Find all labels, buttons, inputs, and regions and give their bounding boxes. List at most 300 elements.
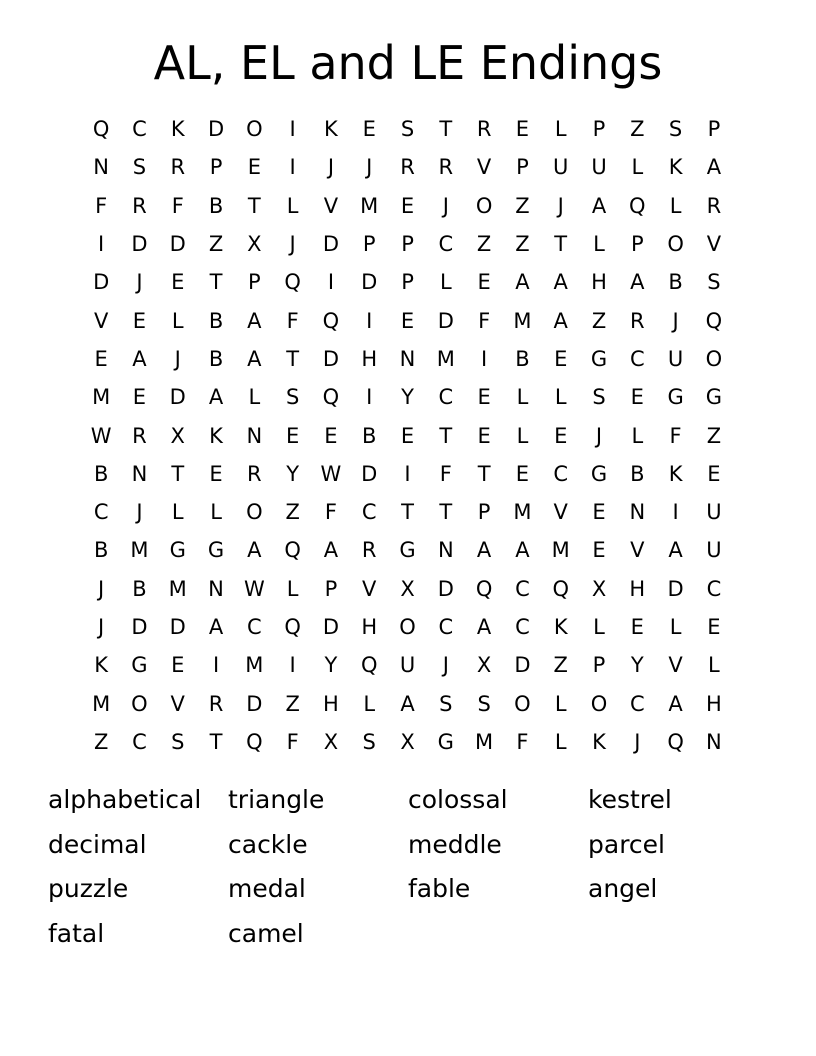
grid-letter: R	[706, 193, 722, 218]
grid-letter: C	[132, 117, 147, 142]
grid-letter: P	[630, 232, 644, 257]
grid-letter: W	[90, 423, 112, 448]
grid-letter: T	[209, 729, 223, 754]
grid-letter: E	[400, 308, 415, 333]
grid-letter: S	[439, 691, 453, 716]
grid-letter: E	[285, 423, 300, 448]
grid-letter: Q	[92, 117, 110, 142]
grid-letter: R	[170, 155, 186, 180]
grid-letter: O	[514, 691, 531, 716]
grid-letter: X	[400, 576, 415, 601]
grid-letter: L	[554, 729, 567, 754]
grid-letter: I	[672, 500, 679, 525]
grid-letter: G	[437, 729, 454, 754]
grid-letter: C	[361, 500, 377, 525]
grid-letter: N	[246, 423, 263, 448]
grid-row	[82, 416, 742, 454]
word-list-item: puzzle	[48, 874, 129, 903]
grid-letter: B	[93, 461, 109, 486]
grid-letter: T	[439, 117, 453, 142]
grid-letter: Z	[285, 691, 300, 716]
grid-letter: B	[208, 308, 224, 333]
grid-letter: Q	[552, 576, 569, 601]
grid-letter: E	[132, 308, 147, 333]
grid-letter: C	[438, 385, 454, 410]
grid-letter: B	[668, 270, 683, 295]
grid-letter: Q	[284, 270, 301, 295]
grid-letter: Q	[475, 576, 493, 601]
grid-letter: T	[439, 423, 453, 448]
grid-letter: D	[207, 117, 225, 142]
grid-letter: R	[208, 691, 224, 716]
grid-row	[82, 646, 742, 684]
grid-letter: D	[322, 232, 340, 257]
grid-letter: A	[208, 615, 224, 639]
grid-letter: T	[401, 500, 414, 525]
word-list-item: angel	[588, 874, 658, 903]
grid-letter: J	[174, 346, 181, 371]
grid-letter: F	[516, 729, 529, 754]
grid-letter: G	[590, 346, 608, 371]
word-list-item: kestrel	[588, 785, 672, 814]
grid-letter: R	[438, 155, 454, 180]
grid-letter: L	[286, 576, 299, 601]
grid-letter: H	[361, 615, 378, 639]
grid-letter: M	[92, 385, 111, 410]
grid-letter: U	[591, 155, 607, 180]
grid-letter: A	[476, 538, 492, 563]
grid-letter: J	[136, 500, 143, 525]
grid-letter: F	[95, 193, 108, 218]
grid-letter: A	[476, 615, 492, 639]
grid-letter: J	[595, 423, 603, 448]
grid-letter: A	[208, 385, 224, 410]
grid-letter: M	[168, 576, 187, 601]
grid-letter: V	[323, 193, 339, 218]
grid-letter: O	[705, 346, 723, 371]
grid-letter: J	[98, 576, 105, 601]
grid-letter: Z	[476, 232, 492, 257]
grid-letter: I	[289, 155, 296, 180]
grid-letter: C	[132, 729, 147, 754]
grid-letter: Q	[360, 653, 378, 678]
grid-letter: J	[327, 155, 335, 180]
grid-letter: L	[669, 615, 682, 639]
grid-letter: Q	[284, 615, 301, 639]
grid-letter: M	[436, 346, 455, 371]
grid-letter: E	[324, 423, 338, 448]
grid-letter: O	[246, 117, 263, 142]
grid-letter: A	[132, 346, 147, 371]
grid-letter: E	[592, 538, 606, 563]
grid-row	[82, 531, 742, 569]
grid-letter: O	[131, 691, 148, 716]
grid-letter: R	[476, 117, 492, 142]
grid-letter: B	[515, 346, 530, 371]
grid-letter: L	[439, 270, 452, 295]
grid-letter: T	[247, 193, 261, 218]
grid-letter: M	[130, 538, 149, 563]
grid-letter: I	[366, 308, 373, 333]
grid-letter: E	[515, 461, 530, 486]
grid-letter: C	[438, 232, 454, 257]
word-list-item: fable	[408, 874, 471, 903]
grid-row	[82, 570, 742, 608]
grid-letter: L	[516, 385, 529, 410]
grid-letter: E	[247, 155, 261, 180]
grid-letter: M	[513, 308, 532, 333]
grid-row	[82, 148, 742, 186]
grid-letter: G	[399, 538, 416, 563]
grid-letter: Z	[93, 729, 109, 754]
word-list-item: medal	[228, 874, 306, 903]
grid-row	[82, 684, 742, 722]
grid-letter: L	[554, 691, 567, 716]
grid-letter: I	[289, 653, 296, 678]
grid-letter: N	[131, 461, 148, 486]
grid-letter: O	[399, 615, 416, 639]
grid-letter: F	[286, 308, 299, 333]
grid-letter: N	[208, 576, 224, 601]
grid-letter: Z	[630, 117, 645, 142]
grid-letter: V	[362, 576, 377, 601]
grid-letter: S	[171, 729, 185, 754]
grid-letter: Y	[630, 653, 644, 678]
grid-row	[82, 301, 742, 339]
word-list-item: alphabetical	[48, 785, 202, 814]
grid-letter: E	[554, 423, 568, 448]
grid-letter: X	[400, 729, 415, 754]
grid-letter: S	[707, 270, 721, 295]
grid-letter: A	[553, 308, 568, 333]
word-list	[48, 778, 768, 956]
grid-letter: H	[323, 691, 339, 716]
grid-letter: L	[631, 423, 644, 448]
grid-row	[82, 493, 742, 531]
grid-letter: F	[439, 461, 452, 486]
grid-letter: A	[668, 691, 683, 716]
grid-row	[82, 455, 742, 493]
grid-row	[82, 378, 742, 416]
grid-row	[82, 263, 742, 301]
grid-letter: Z	[515, 232, 530, 257]
grid-letter: E	[362, 117, 376, 142]
grid-letter: Y	[401, 385, 414, 410]
grid-letter: T	[209, 270, 223, 295]
grid-letter: B	[93, 538, 109, 563]
grid-letter: Q	[705, 308, 723, 333]
grid-letter: F	[478, 308, 491, 333]
grid-letter: R	[247, 461, 262, 486]
grid-letter: V	[706, 232, 722, 257]
grid-letter: J	[634, 729, 641, 754]
word-list-item: fatal	[48, 918, 105, 948]
grid-letter: L	[708, 653, 720, 678]
grid-letter: C	[93, 500, 109, 525]
grid-letter: E	[592, 500, 606, 525]
grid-letter: U	[399, 653, 416, 678]
grid-letter: Q	[322, 308, 340, 333]
grid-letter: C	[629, 691, 645, 716]
grid-letter: O	[246, 500, 263, 525]
grid-letter: V	[476, 155, 492, 180]
grid-letter: E	[707, 615, 721, 639]
grid-letter: O	[475, 193, 493, 218]
grid-letter: G	[590, 461, 608, 486]
grid-letter: P	[401, 232, 414, 257]
grid-letter: D	[437, 308, 454, 333]
grid-letter: S	[592, 385, 606, 410]
grid-letter: F	[669, 423, 682, 448]
grid-letter: S	[477, 691, 491, 716]
grid-letter: J	[289, 232, 296, 257]
grid-letter: L	[286, 193, 299, 218]
grid-letter: Q	[246, 729, 263, 754]
grid-letter: X	[323, 729, 339, 754]
grid-letter: L	[363, 691, 376, 716]
grid-letter: G	[705, 385, 723, 410]
grid-letter: B	[630, 461, 645, 486]
grid-letter: T	[439, 500, 453, 525]
grid-letter: E	[477, 270, 491, 295]
grid-letter: O	[667, 232, 684, 257]
grid-letter: V	[668, 653, 683, 678]
grid-letter: F	[286, 729, 299, 754]
grid-letter: Z	[208, 232, 224, 257]
grid-letter: S	[400, 117, 415, 142]
grid-letter: R	[132, 423, 147, 448]
grid-letter: S	[132, 155, 147, 180]
grid-letter: V	[170, 691, 185, 716]
grid-letter: A	[630, 270, 645, 295]
grid-letter: C	[706, 576, 722, 601]
grid-letter: P	[401, 270, 414, 295]
grid-letter: N	[706, 729, 722, 754]
grid-letter: E	[132, 385, 147, 410]
grid-letter: E	[400, 193, 415, 218]
grid-letter: S	[362, 729, 376, 754]
grid-letter: P	[248, 270, 261, 295]
grid-letter: D	[169, 232, 186, 257]
grid-letter: D	[322, 346, 340, 371]
grid-letter: E	[515, 117, 530, 142]
grid-letter: P	[592, 653, 606, 678]
grid-letter: A	[247, 308, 262, 333]
grid-letter: P	[362, 232, 376, 257]
grid-row	[82, 723, 742, 761]
grid-letter: D	[246, 691, 263, 716]
grid-letter: M	[360, 193, 379, 218]
grid-letter: L	[171, 500, 184, 525]
grid-letter: A	[247, 346, 262, 371]
grid-letter: X	[170, 423, 185, 448]
grid-letter: I	[289, 117, 296, 142]
grid-row	[82, 225, 742, 263]
grid-letter: H	[629, 576, 646, 601]
grid-letter: A	[668, 538, 683, 563]
grid-letter: K	[668, 461, 683, 486]
grid-letter: L	[248, 385, 261, 410]
grid-letter: A	[400, 691, 415, 716]
grid-letter: Y	[324, 653, 338, 678]
grid-letter: E	[630, 615, 644, 639]
grid-letter: C	[553, 461, 569, 486]
grid-letter: L	[593, 615, 605, 639]
grid-letter: K	[324, 117, 338, 142]
grid-letter: D	[322, 615, 340, 639]
grid-letter: D	[131, 615, 148, 639]
grid-letter: Q	[667, 729, 684, 754]
grid-letter: V	[93, 308, 109, 333]
grid-letter: D	[437, 576, 454, 601]
grid-letter: M	[551, 538, 570, 563]
grid-letter: I	[327, 270, 335, 295]
word-list-item: cackle	[228, 829, 308, 859]
grid-letter: J	[557, 193, 564, 218]
grid-letter: D	[361, 461, 378, 486]
grid-letter: F	[171, 193, 184, 218]
grid-letter: M	[245, 653, 264, 678]
grid-letter: M	[513, 500, 532, 525]
grid-letter: U	[667, 346, 684, 371]
grid-letter: P	[209, 155, 223, 180]
grid-letter: A	[323, 538, 339, 563]
grid-row	[82, 187, 742, 225]
word-list-item: colossal	[408, 785, 508, 814]
page-title: AL, EL and LE Endings	[153, 36, 663, 90]
grid-letter: A	[706, 155, 722, 180]
grid-letter: L	[631, 155, 644, 180]
grid-letter: K	[592, 729, 606, 754]
grid-letter: G	[667, 385, 684, 410]
grid-letter: N	[629, 500, 646, 525]
grid-letter: Q	[284, 538, 301, 563]
grid-letter: R	[132, 193, 147, 218]
grid-letter: N	[437, 538, 454, 563]
grid-letter: O	[590, 691, 608, 716]
grid-letter: R	[630, 308, 645, 333]
grid-letter: J	[136, 270, 143, 295]
grid-letter: C	[515, 576, 530, 601]
grid-letter: V	[553, 500, 568, 525]
grid-letter: P	[707, 117, 721, 142]
grid-letter: L	[554, 117, 567, 142]
grid-letter: H	[591, 270, 607, 295]
grid-letter: I	[98, 232, 105, 257]
word-list-item: triangle	[228, 785, 325, 814]
word-list-item: meddle	[408, 829, 502, 859]
grid-letter: Y	[286, 461, 300, 486]
grid-letter: E	[707, 461, 721, 486]
grid-letter: E	[400, 423, 415, 448]
grid-letter: V	[630, 538, 645, 563]
grid-letter: I	[404, 461, 411, 486]
grid-letter: C	[629, 346, 645, 371]
grid-letter: D	[667, 576, 684, 601]
grid-letter: M	[92, 691, 111, 716]
grid-letter: T	[171, 461, 185, 486]
grid-letter: U	[553, 155, 569, 180]
grid-letter: J	[98, 615, 105, 639]
grid-letter: K	[553, 615, 568, 639]
grid-letter: E	[554, 346, 568, 371]
grid-letter: L	[171, 308, 184, 333]
grid-letter: B	[132, 576, 147, 601]
grid-letter: E	[477, 423, 491, 448]
grid-letter: N	[399, 346, 416, 371]
grid-letter: A	[553, 270, 568, 295]
word-list-item: parcel	[588, 829, 665, 859]
grid-letter: Z	[591, 308, 607, 333]
grid-letter: U	[706, 500, 722, 525]
grid-letter: U	[706, 538, 722, 563]
grid-letter: P	[516, 155, 529, 180]
grid-letter: I	[212, 653, 220, 678]
grid-letter: J	[442, 193, 449, 218]
grid-letter: R	[361, 538, 377, 563]
grid-letter: L	[669, 193, 682, 218]
word-list-item: camel	[228, 918, 304, 948]
grid-letter: D	[131, 232, 148, 257]
grid-letter: P	[477, 500, 491, 525]
grid-letter: K	[668, 155, 683, 180]
grid-letter: F	[324, 500, 337, 525]
grid-letter: B	[208, 346, 224, 371]
grid-letter: B	[208, 193, 224, 218]
grid-letter: A	[591, 193, 607, 218]
grid-letter: C	[247, 615, 262, 639]
grid-letter: E	[171, 270, 185, 295]
grid-letter: W	[243, 576, 265, 601]
grid-letter: K	[170, 117, 185, 142]
grid-letter: J	[442, 653, 449, 678]
grid-letter: M	[475, 729, 494, 754]
grid-letter: D	[93, 270, 110, 295]
grid-letter: L	[554, 385, 567, 410]
grid-letter: T	[554, 232, 568, 257]
grid-letter: Q	[322, 385, 340, 410]
grid-letter: J	[366, 155, 373, 180]
grid-letter: Z	[285, 500, 300, 525]
grid-letter: E	[171, 653, 185, 678]
grid-letter: A	[247, 538, 262, 563]
grid-letter: T	[477, 461, 491, 486]
grid-letter: G	[169, 538, 186, 563]
grid-letter: C	[438, 615, 454, 639]
grid-letter: L	[593, 232, 605, 257]
grid-letter: D	[361, 270, 378, 295]
grid-row	[82, 608, 742, 646]
grid-letter: G	[207, 538, 225, 563]
grid-letter: Z	[553, 653, 568, 678]
grid-letter: K	[94, 653, 109, 678]
grid-letter: S	[285, 385, 300, 410]
grid-letter: D	[514, 653, 531, 678]
grid-letter: L	[516, 423, 529, 448]
grid-letter: E	[630, 385, 644, 410]
grid-row	[82, 340, 742, 378]
grid-letter: E	[209, 461, 223, 486]
grid-letter: A	[515, 538, 530, 563]
grid-letter: T	[286, 346, 300, 371]
grid-letter: H	[706, 691, 722, 716]
grid-letter: X	[247, 232, 262, 257]
grid-letter: I	[481, 346, 488, 371]
grid-letter: D	[169, 385, 186, 410]
grid-letter: N	[93, 155, 109, 180]
grid-letter: X	[591, 576, 607, 601]
grid-letter: R	[400, 155, 415, 180]
